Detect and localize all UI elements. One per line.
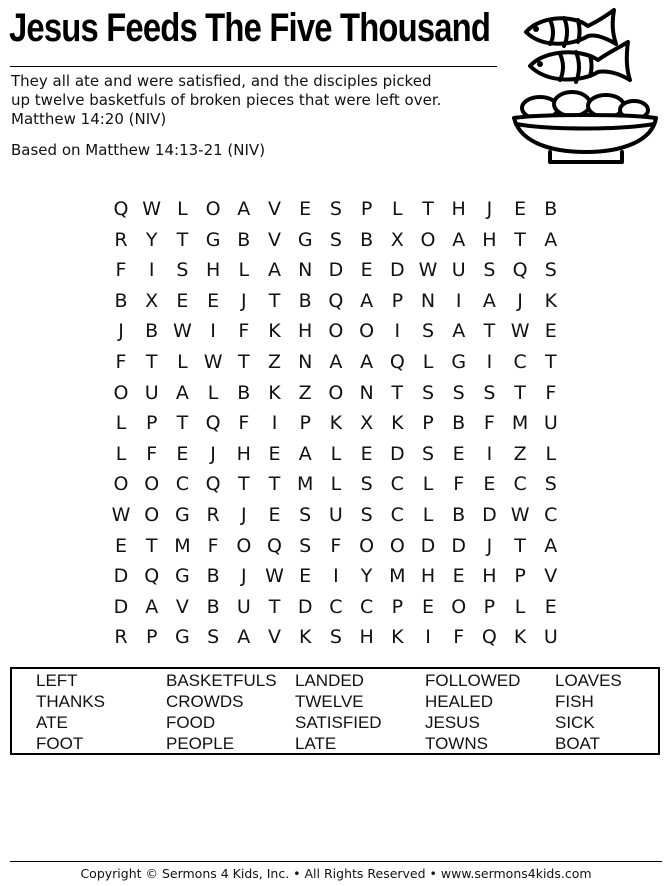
word-bank <box>10 667 660 755</box>
grid-letter: F <box>115 259 127 282</box>
grid-letter: M <box>174 534 191 557</box>
grid-letter: H <box>451 198 466 220</box>
grid-letter: I <box>210 320 216 343</box>
grid-letter: O <box>113 381 129 404</box>
grid-letter: Q <box>481 626 497 649</box>
grid-letter: C <box>390 473 404 496</box>
grid-letter: M <box>389 565 406 588</box>
grid-letter: I <box>394 320 401 343</box>
grid-letter: S <box>483 381 496 404</box>
grid-letter: Q <box>328 289 344 312</box>
grid-letter: T <box>483 320 496 343</box>
grid-letter: Q <box>512 259 528 282</box>
grid-letter: S <box>299 504 312 526</box>
word-bank-item: FOOT <box>36 734 84 753</box>
grid-letter: S <box>421 320 435 343</box>
grid-letter: L <box>422 473 434 496</box>
grid-letter: P <box>483 595 496 618</box>
grid-letter: A <box>452 320 466 343</box>
verse-line: They all ate and were satisfied, and the disciples picked <box>11 72 432 90</box>
grid-letter: T <box>145 351 158 373</box>
grid-letter: O <box>113 473 129 496</box>
grid-letter: A <box>268 259 281 282</box>
grid-letter: T <box>176 412 189 435</box>
scripture-reference: Based on Matthew 14:13-21 (NIV) <box>11 141 266 159</box>
grid-letter: T <box>145 534 158 557</box>
word-bank-item: TOWNS <box>425 734 488 753</box>
grid-letter: W <box>510 320 530 343</box>
grid-letter: T <box>268 595 281 618</box>
grid-letter: E <box>483 473 496 496</box>
word-bank-item: ATE <box>36 713 68 732</box>
grid-letter: Q <box>144 565 160 588</box>
grid-letter: E <box>114 534 127 557</box>
grid-letter: V <box>268 228 281 251</box>
grid-letter: A <box>544 534 558 557</box>
grid-letter: A <box>298 442 312 465</box>
grid-letter: N <box>298 351 313 373</box>
grid-letter: F <box>238 412 250 435</box>
grid-letter: V <box>544 565 558 588</box>
grid-letter: Y <box>145 228 158 251</box>
grid-letter: B <box>298 289 312 312</box>
grid-letter: G <box>451 351 467 373</box>
grid-letter: K <box>268 381 281 404</box>
grid-letter: I <box>333 565 339 588</box>
grid-letter: F <box>115 351 127 373</box>
grid-letter: P <box>145 412 158 435</box>
grid-letter: P <box>514 565 526 588</box>
grid-letter: H <box>482 228 497 251</box>
grid-letter: J <box>240 565 247 588</box>
grid-letter: P <box>145 626 158 649</box>
word-bank-item: THANKS <box>36 692 105 711</box>
grid-letter: W <box>418 259 438 282</box>
grid-letter: B <box>114 289 128 312</box>
grid-letter: U <box>543 626 558 649</box>
grid-letter: B <box>206 565 220 588</box>
grid-letter: K <box>298 626 312 649</box>
grid-letter: E <box>544 320 557 343</box>
grid-letter: F <box>453 473 465 496</box>
grid-letter: S <box>360 473 373 496</box>
grid-letter: Q <box>205 473 221 496</box>
grid-letter: T <box>268 289 281 312</box>
grid-letter: I <box>486 351 493 373</box>
grid-letter: U <box>144 381 159 404</box>
grid-letter: C <box>329 595 343 618</box>
grid-letter: E <box>176 442 189 465</box>
grid-letter: W <box>510 504 530 526</box>
grid-letter: E <box>421 595 434 618</box>
grid-letter: F <box>330 534 342 557</box>
grid-letter: G <box>175 504 190 526</box>
grid-letter: B <box>544 198 558 220</box>
grid-letter: S <box>544 473 557 496</box>
grid-letter: G <box>205 228 221 251</box>
grid-letter: C <box>513 351 527 373</box>
word-bank-item: BOAT <box>555 734 601 753</box>
grid-letter: O <box>236 534 252 557</box>
word-bank-item: LATE <box>295 734 337 753</box>
word-bank-item: LOAVES <box>555 671 622 690</box>
grid-letter: E <box>268 504 281 526</box>
grid-letter: N <box>420 289 436 312</box>
grid-letter: E <box>299 198 312 220</box>
grid-letter: K <box>391 412 404 435</box>
verse-line: up twelve basketfuls of broken pieces that were left over. <box>11 91 442 109</box>
grid-letter: X <box>360 412 374 435</box>
grid-letter: T <box>237 351 250 373</box>
grid-letter: L <box>177 351 188 373</box>
grid-letter: C <box>513 473 527 496</box>
grid-letter: T <box>237 473 250 496</box>
word-bank-item: LEFT <box>36 671 78 690</box>
grid-letter: H <box>482 565 497 588</box>
grid-letter: F <box>238 320 250 343</box>
grid-letter: L <box>330 442 342 465</box>
grid-letter: G <box>175 626 190 649</box>
grid-letter: K <box>513 626 527 649</box>
grid-letter: B <box>360 228 374 251</box>
word-bank-item: FOLLOWED <box>425 671 521 690</box>
grid-letter: A <box>237 198 251 220</box>
grid-letter: S <box>329 228 342 251</box>
grid-letter: C <box>390 504 404 526</box>
grid-letter: D <box>113 565 129 588</box>
grid-letter: P <box>422 412 434 435</box>
grid-letter: A <box>237 626 251 649</box>
grid-letter: C <box>544 504 558 526</box>
grid-letter: L <box>330 473 342 496</box>
grid-letter: B <box>452 504 466 526</box>
grid-letter: Z <box>298 381 312 404</box>
grid-letter: J <box>486 198 493 220</box>
grid-letter: U <box>451 259 466 282</box>
grid-letter: T <box>514 534 526 557</box>
grid-letter: L <box>177 198 188 220</box>
grid-letter: S <box>360 504 373 526</box>
word-bank-item: HEALED <box>425 692 494 711</box>
grid-letter: L <box>514 595 526 618</box>
grid-letter: O <box>420 228 436 251</box>
grid-letter: V <box>268 626 281 649</box>
word-bank-item: JESUS <box>425 713 480 732</box>
grid-letter: I <box>455 289 462 312</box>
grid-letter: D <box>389 259 405 282</box>
grid-letter: S <box>421 442 435 465</box>
grid-letter: M <box>296 473 314 496</box>
grid-letter: F <box>453 626 465 649</box>
word-bank-item: PEOPLE <box>166 734 235 753</box>
grid-letter: X <box>145 289 159 312</box>
grid-letter: E <box>360 442 373 465</box>
grid-letter: D <box>297 595 313 618</box>
grid-letter: S <box>421 381 435 404</box>
grid-letter: U <box>236 595 251 618</box>
grid-letter: A <box>482 289 496 312</box>
grid-letter: H <box>236 442 251 465</box>
grid-letter: M <box>511 412 529 435</box>
grid-letter: B <box>452 412 466 435</box>
grid-letter: B <box>145 320 159 343</box>
word-bank-item: LANDED <box>295 671 364 690</box>
grid-letter: U <box>328 504 343 526</box>
grid-letter: K <box>544 289 558 312</box>
grid-letter: S <box>329 626 342 649</box>
grid-letter: X <box>390 228 404 251</box>
grid-letter: Q <box>205 412 221 435</box>
grid-letter: R <box>114 228 128 251</box>
grid-letter: E <box>514 198 527 220</box>
grid-letter: A <box>329 351 343 373</box>
grid-letter: E <box>176 289 189 312</box>
grid-letter: D <box>113 595 129 618</box>
word-bank-item: FISH <box>555 692 594 711</box>
grid-letter: I <box>271 412 278 435</box>
grid-letter: O <box>359 320 375 343</box>
grid-letter: E <box>207 289 220 312</box>
grid-letter: A <box>175 381 189 404</box>
grid-letter: F <box>545 381 557 404</box>
word-bank-item: BASKETFULS <box>166 671 277 690</box>
grid-letter: Q <box>389 351 405 373</box>
grid-letter: S <box>483 259 496 282</box>
grid-letter: L <box>422 351 434 373</box>
grid-letter: F <box>483 412 495 435</box>
grid-letter: I <box>425 626 431 649</box>
grid-letter: P <box>391 595 404 618</box>
grid-letter: K <box>268 320 281 343</box>
grid-letter: P <box>360 198 373 220</box>
grid-letter: E <box>452 442 465 465</box>
grid-letter: P <box>391 289 404 312</box>
grid-letter: D <box>328 259 344 282</box>
grid-letter: J <box>210 442 216 465</box>
grid-letter: O <box>328 320 344 343</box>
grid-letter: G <box>297 228 313 251</box>
grid-letter: E <box>299 565 312 588</box>
grid-letter: J <box>517 289 523 312</box>
grid-letter: D <box>482 504 497 526</box>
grid-letter: N <box>359 381 374 404</box>
grid-letter: W <box>111 504 131 526</box>
grid-letter: E <box>452 565 465 588</box>
grid-letter: A <box>452 228 466 251</box>
grid-letter: H <box>205 259 221 282</box>
grid-letter: N <box>298 259 313 282</box>
grid-letter: L <box>238 259 250 282</box>
grid-letter: B <box>206 595 220 618</box>
grid-letter: L <box>207 381 219 404</box>
grid-letter: T <box>514 228 526 251</box>
grid-letter: O <box>359 534 375 557</box>
grid-letter: L <box>392 198 403 220</box>
grid-letter: O <box>144 504 160 526</box>
grid-letter: I <box>486 442 493 465</box>
grid-letter: I <box>148 259 155 282</box>
word-bank-item: SICK <box>555 713 595 732</box>
grid-letter: F <box>207 534 219 557</box>
grid-letter: S <box>176 259 189 282</box>
grid-letter: H <box>420 565 436 588</box>
grid-letter: O <box>451 595 467 618</box>
grid-letter: O <box>389 534 405 557</box>
grid-letter: G <box>175 565 190 588</box>
grid-letter: B <box>237 228 251 251</box>
grid-letter: S <box>299 534 312 557</box>
grid-letter: A <box>360 289 374 312</box>
grid-letter: Q <box>267 534 282 557</box>
grid-letter: E <box>268 442 281 465</box>
grid-letter: D <box>420 534 436 557</box>
grid-letter: L <box>115 412 127 435</box>
grid-letter: Z <box>267 351 282 373</box>
word-bank-item: SATISFIED <box>295 713 382 732</box>
grid-letter: L <box>545 442 557 465</box>
grid-letter: L <box>115 442 127 465</box>
grid-letter: R <box>114 626 128 649</box>
grid-letter: Z <box>513 442 527 465</box>
grid-letter: P <box>299 412 311 435</box>
grid-letter: S <box>544 259 557 282</box>
page-title: Jesus Feeds The Five Thousand <box>9 6 491 50</box>
grid-letter: J <box>118 320 124 343</box>
grid-letter: H <box>298 320 313 343</box>
grid-letter: J <box>240 289 247 312</box>
grid-letter: T <box>176 228 189 251</box>
grid-letter: A <box>544 228 558 251</box>
grid-letter: T <box>422 198 434 220</box>
grid-letter: F <box>146 442 158 465</box>
grid-letter: T <box>514 381 526 404</box>
grid-letter: V <box>268 198 281 220</box>
grid-letter: U <box>543 412 558 435</box>
word-bank-item: FOOD <box>166 713 216 732</box>
grid-letter: W <box>203 351 223 373</box>
grid-letter: W <box>172 320 192 343</box>
grid-letter: J <box>240 504 247 526</box>
grid-letter: C <box>359 595 374 618</box>
grid-letter: S <box>207 626 220 649</box>
grid-letter: J <box>486 534 493 557</box>
grid-letter: H <box>359 626 374 649</box>
grid-letter: S <box>452 381 465 404</box>
grid-letter: E <box>360 259 373 282</box>
grid-letter: O <box>205 198 221 220</box>
grid-letter: T <box>544 351 557 373</box>
grid-letter: V <box>175 595 189 618</box>
grid-letter: D <box>389 442 405 465</box>
grid-letter: A <box>145 595 159 618</box>
grid-letter: D <box>451 534 466 557</box>
grid-letter: O <box>144 473 160 496</box>
grid-letter: Q <box>113 198 129 220</box>
grid-letter: W <box>142 198 162 220</box>
grid-letter: E <box>544 595 557 618</box>
grid-letter: W <box>265 565 284 588</box>
grid-letter: B <box>237 381 251 404</box>
grid-letter: Y <box>360 565 373 588</box>
grid-letter: A <box>360 351 374 373</box>
grid-letter: K <box>391 626 404 649</box>
grid-letter: C <box>175 473 190 496</box>
verse-reference: Matthew 14:20 (NIV) <box>11 110 167 128</box>
grid-letter: S <box>329 198 342 220</box>
footer-divider <box>10 861 662 862</box>
grid-letter: T <box>268 473 281 496</box>
copyright-footer: Copyright © Sermons 4 Kids, Inc. • All Rights Reserved • www.sermons4kids.com <box>80 866 592 881</box>
word-bank-item: TWELVE <box>295 692 364 711</box>
grid-letter: L <box>422 504 434 526</box>
grid-letter: T <box>391 381 404 404</box>
word-bank-item: CROWDS <box>166 692 244 711</box>
grid-letter: O <box>328 381 344 404</box>
grid-letter: K <box>329 412 343 435</box>
grid-letter: R <box>206 504 220 526</box>
